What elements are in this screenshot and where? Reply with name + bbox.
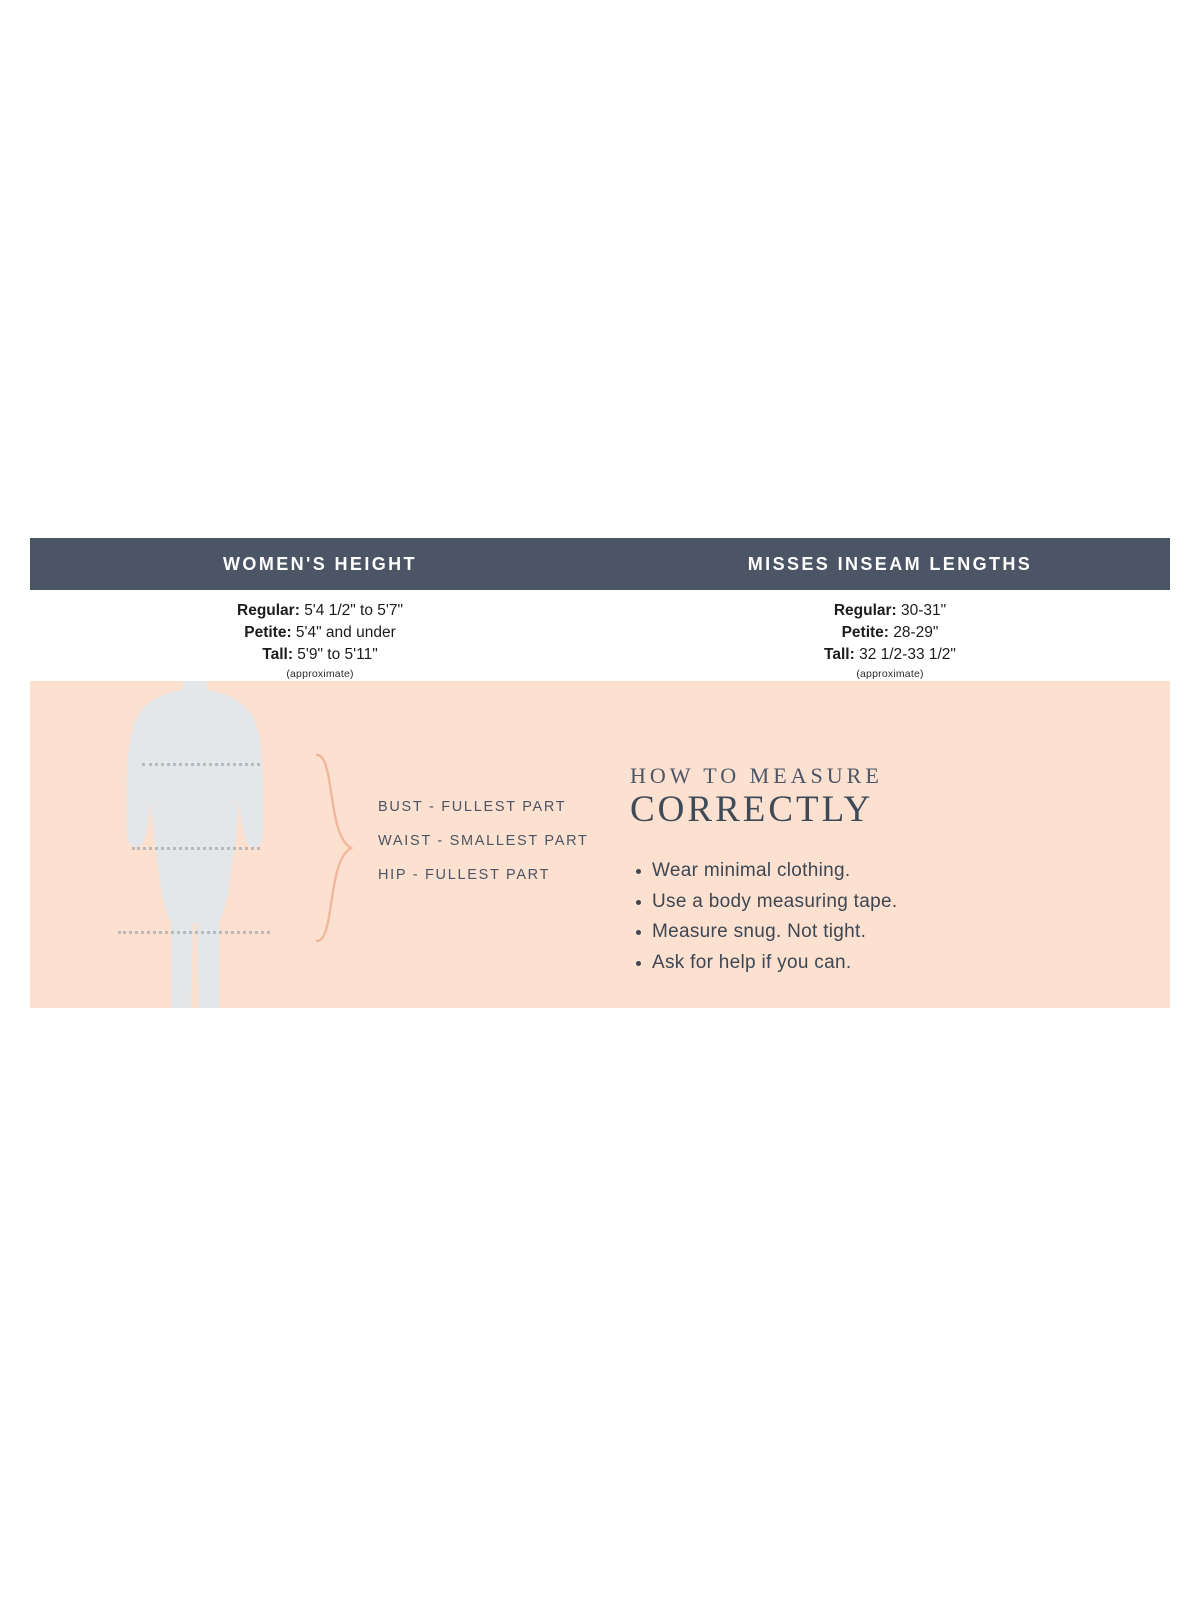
height-row-label: Petite: (244, 624, 292, 641)
height-row-label: Regular: (237, 602, 300, 619)
measure-tip: Use a body measuring tape. (652, 887, 1110, 918)
height-row (237, 600, 403, 622)
measure-tip: Wear minimal clothing. (652, 856, 1110, 887)
measure-tips-list (630, 856, 1110, 979)
height-row-value: 5'4" and under (295, 624, 396, 641)
inseam-row-value: 32 1/2-33 1/2" (859, 646, 956, 663)
female-body-silhouette-icon (75, 681, 315, 1008)
bust-measure-line (142, 763, 260, 766)
misses-inseam-values (610, 590, 1170, 681)
inseam-row-value: 30-31" (901, 602, 947, 619)
inseam-row-label: Petite: (841, 624, 889, 641)
height-approximate-note: (approximate) (286, 668, 354, 680)
header-band (30, 538, 1170, 590)
how-to-measure-title: CORRECTLY (630, 789, 874, 830)
height-row (244, 622, 396, 644)
height-row-value: 5'9" to 5'11" (297, 646, 378, 663)
size-guide-card (30, 538, 1170, 1008)
inseam-row-label: Tall: (824, 646, 855, 663)
height-row-value: 5'4 1/2" to 5'7" (304, 602, 403, 619)
info-band (30, 590, 1170, 681)
header-col-womens-height (30, 538, 610, 590)
label-hip: HIP - FULLEST PART (378, 867, 551, 883)
womens-height-title: WOMEN'S HEIGHT (223, 553, 417, 574)
header-col-misses-inseam (610, 538, 1170, 590)
height-row-label: Tall: (262, 646, 293, 663)
how-to-measure-kicker: HOW TO MEASURE (630, 763, 883, 788)
womens-height-values (30, 590, 610, 681)
height-row (262, 644, 377, 666)
how-to-measure-block (630, 763, 1110, 979)
inseam-row (824, 644, 956, 666)
inseam-row (842, 622, 939, 644)
hip-measure-line (118, 931, 270, 934)
waist-measure-line (132, 847, 260, 850)
measurement-point-labels (378, 799, 589, 883)
inseam-approximate-note: (approximate) (856, 668, 924, 680)
inseam-row-value: 28-29" (893, 624, 939, 641)
brace-bracket-icon (313, 753, 355, 943)
measure-tip: Ask for help if you can. (652, 948, 1110, 979)
label-waist: WAIST - SMALLEST PART (378, 833, 589, 849)
misses-inseam-title: MISSES INSEAM LENGTHS (747, 553, 1033, 574)
inseam-row-label: Regular: (833, 602, 897, 619)
measure-tip: Measure snug. Not tight. (652, 917, 1110, 948)
label-bust: BUST - FULLEST PART (378, 799, 567, 815)
measure-panel (30, 681, 1170, 1008)
inseam-row (834, 600, 946, 622)
